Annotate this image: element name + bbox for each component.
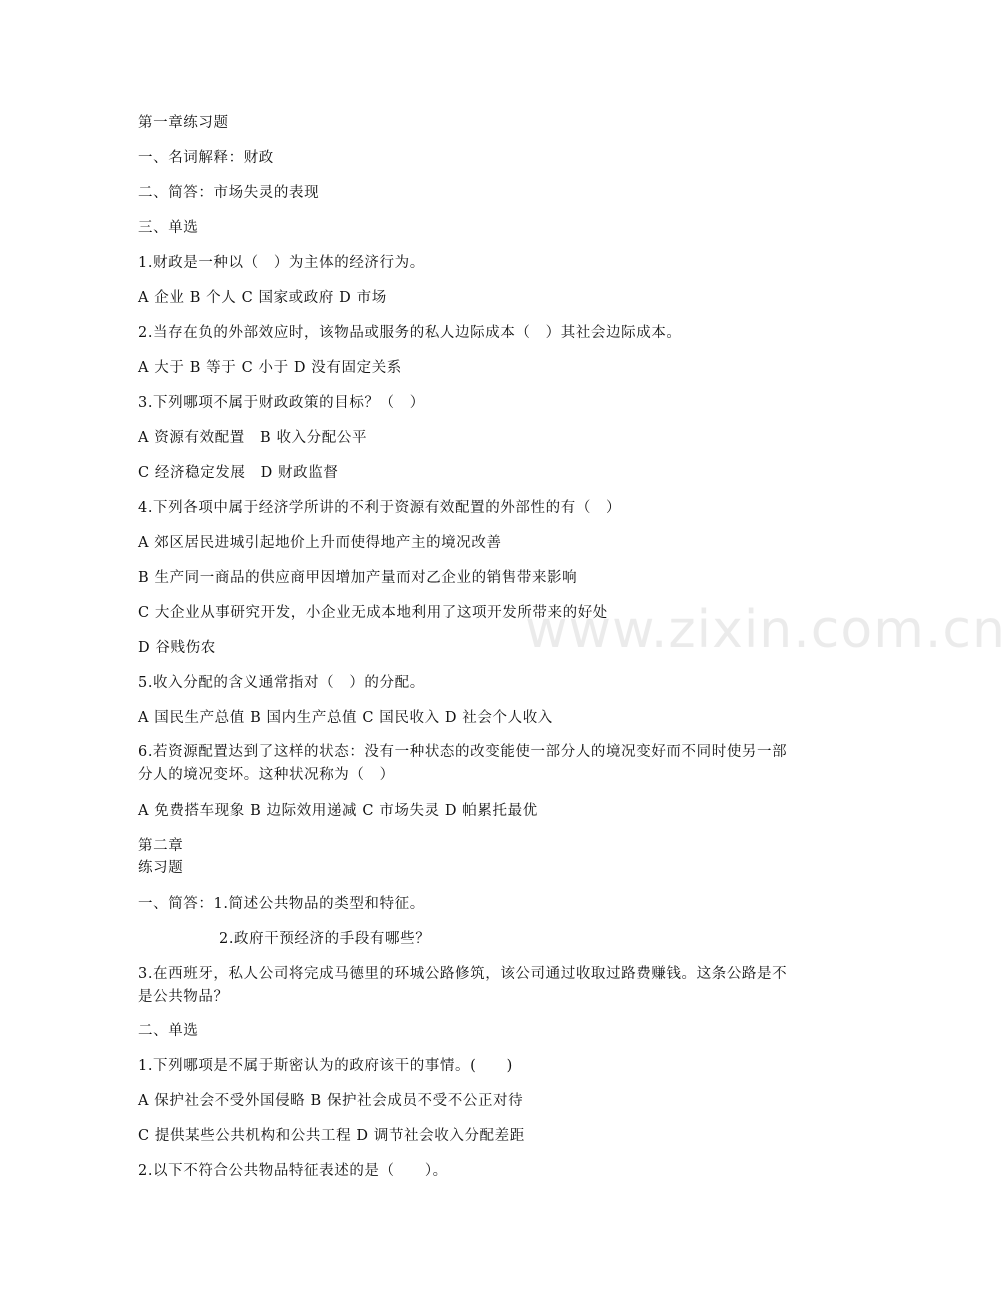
section-term-definition: 一、名词解释：财政: [138, 150, 274, 166]
question-6: 6.若资源配置达到了这样的状态：没有一种状态的改变能使一部分人的境况变好而不同时使另一部分人的境况变坏。这种状况称为（ ）: [138, 744, 788, 783]
ch2-section-single-choice: 二、单选: [138, 1023, 199, 1039]
question-4-option-b: B 生产同一商品的供应商甲因增加产量而对乙企业的销售带来影响: [138, 570, 578, 586]
question-4-option-c: C 大企业从事研究开发，小企业无成本地利用了这项开发所带来的好处: [138, 605, 608, 621]
question-2: 2.当存在负的外部效应时，该物品或服务的私人边际成本（ ）其社会边际成本。: [138, 325, 682, 341]
chapter-2-subtitle: 练习题: [138, 860, 184, 876]
ch2-short-answer-1: 一、简答：1.简述公共物品的类型和特征。: [138, 896, 425, 912]
question-2-options: A 大于 B 等于 C 小于 D 没有固定关系: [138, 360, 402, 376]
question-3-options-ab: A 资源有效配置 B 收入分配公平: [138, 430, 368, 446]
chapter-2-title: 第二章: [138, 838, 184, 854]
ch2-question-1: 1.下列哪项是不属于斯密认为的政府该干的事情。( ): [138, 1058, 513, 1074]
question-5: 5.收入分配的含义通常指对（ ）的分配。: [138, 675, 425, 691]
question-1-options: A 企业 B 个人 C 国家或政府 D 市场: [138, 290, 387, 306]
question-3: 3.下列哪项不属于财政政策的目标？（ ）: [138, 395, 425, 411]
question-1: 1.财政是一种以（ ）为主体的经济行为。: [138, 255, 425, 271]
ch2-short-answer-3: 3.在西班牙，私人公司将完成马德里的环城公路修筑，该公司通过收取过路费赚钱。这条公路是不是公共物品？: [138, 966, 788, 1005]
ch2-question-1-options-ab: A 保护社会不受外国侵略 B 保护社会成员不受不公正对待: [138, 1093, 524, 1109]
question-4-option-a: A 郊区居民进城引起地价上升而使得地产主的境况改善: [138, 535, 502, 551]
question-6-options: A 免费搭车现象 B 边际效用递减 C 市场失灵 D 帕累托最优: [138, 803, 538, 819]
section-short-answer: 二、简答：市场失灵的表现: [138, 185, 320, 201]
chapter-1-title: 第一章练习题: [138, 115, 229, 131]
question-4: 4.下列各项中属于经济学所讲的不利于资源有效配置的外部性的有（ ）: [138, 500, 622, 516]
question-5-options: A 国民生产总值 B 国内生产总值 C 国民收入 D 社会个人收入: [138, 710, 553, 726]
question-4-option-d: D 谷贱伤农: [138, 640, 216, 656]
ch2-question-1-options-cd: C 提供某些公共机构和公共工程 D 调节社会收入分配差距: [138, 1128, 525, 1144]
ch2-question-2: 2.以下不符合公共物品特征表述的是（ ）。: [138, 1163, 448, 1179]
question-3-options-cd: C 经济稳定发展 D 财政监督: [138, 465, 339, 481]
watermark: www.zixin.com.cn: [525, 600, 1006, 660]
section-single-choice: 三、单选: [138, 220, 199, 236]
ch2-short-answer-2: 2.政府干预经济的手段有哪些？: [219, 931, 431, 947]
